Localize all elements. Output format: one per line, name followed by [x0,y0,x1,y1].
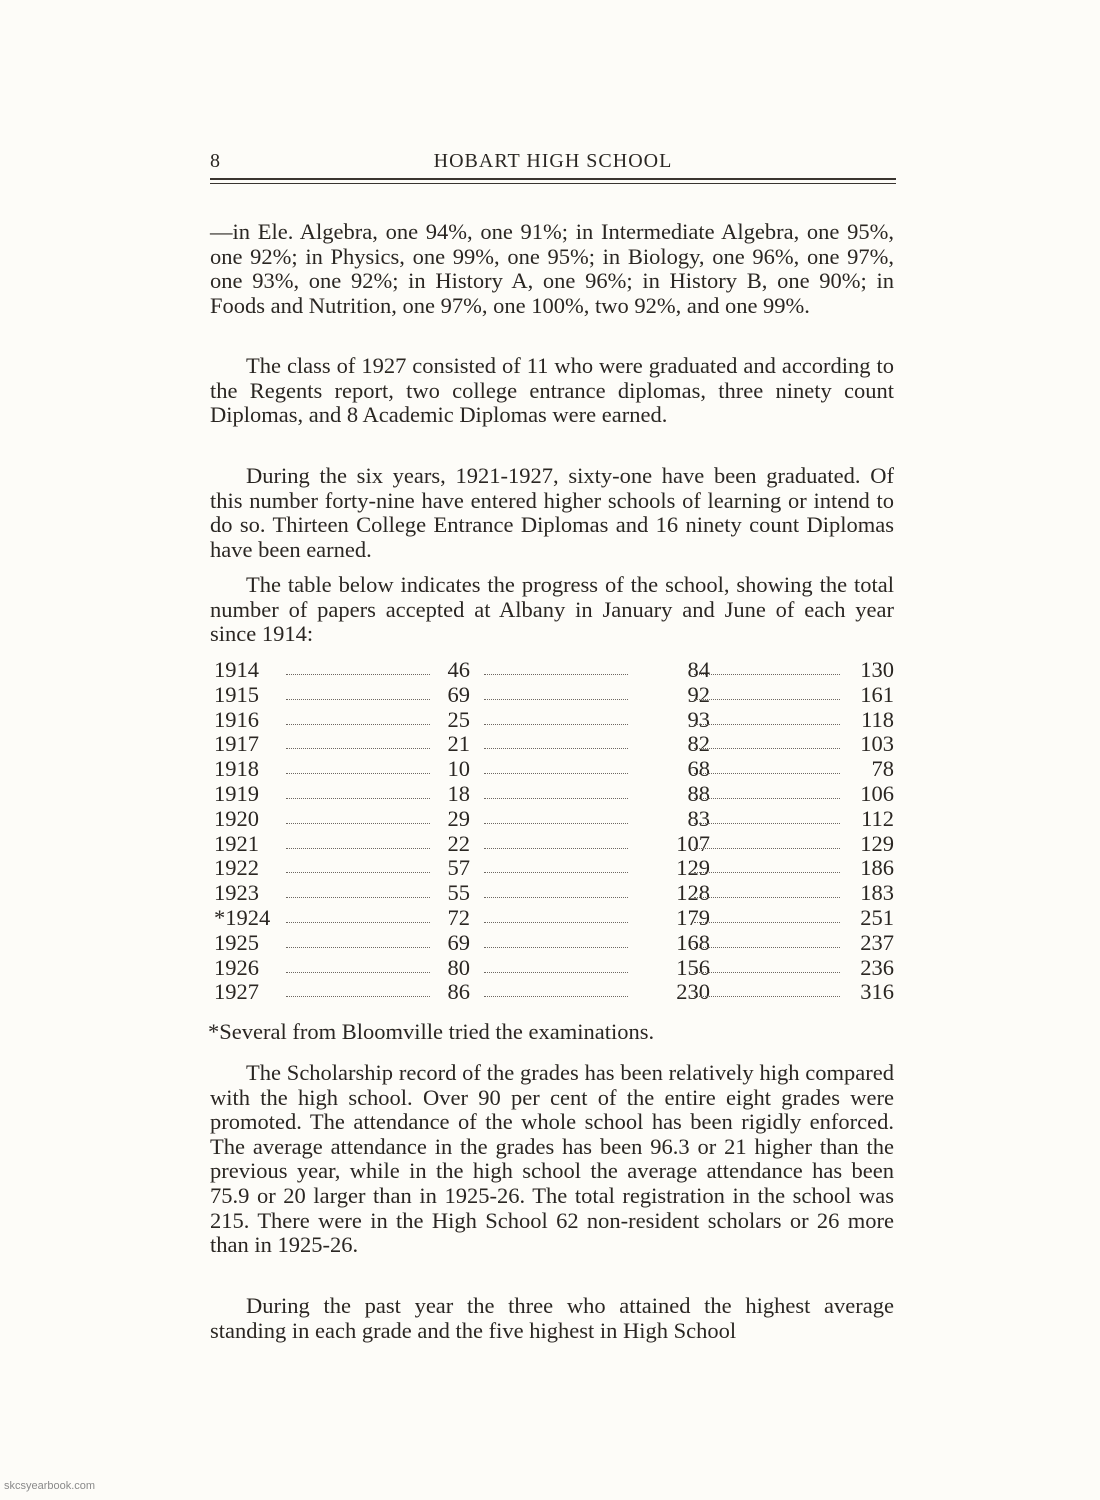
value-cell: 78 [871,756,894,782]
paragraph-six-years: During the six years, 1921-1927, sixty-one have been graduated. Of this number forty-nine have entered higher schools of learning or intend to do so. Thirteen College Entrance Diplomas and 16 ninety count Diplomas have been earned. [210,463,894,562]
footnote: *Several from Bloomville tried the examinations. [208,1019,655,1044]
value-cell: 46 [447,657,470,682]
year-cell: 1926 [214,954,259,980]
table-row [214,832,894,857]
value-cell: 55 [447,880,470,906]
value-cell: 68 [687,756,710,782]
value-cell: 106 [860,780,894,806]
value-cell: 128 [676,880,710,906]
header-title: HOBART HIGH SCHOOL [433,150,673,172]
leader-dots [286,724,430,725]
year-cell: 1923 [214,880,259,906]
leader-dots [484,724,628,725]
leader-dots [286,996,430,997]
leader-dots [484,897,628,898]
year-cell: 1919 [214,780,259,806]
year-cell: 1918 [214,756,259,782]
value-cell: 80 [447,954,470,980]
value-cell: 83 [687,805,710,831]
value-cell: 92 [687,681,710,707]
value-cell: 112 [861,805,894,831]
leader-dots [484,773,628,774]
value-cell: 57 [447,855,470,881]
table-row [214,980,894,1005]
value-cell: 82 [687,731,710,757]
value-cell: 88 [687,780,710,806]
value-cell: 18 [447,780,470,806]
table-row [214,782,894,807]
value-cell: 69 [447,681,470,707]
value-cell: 230 [676,979,710,1005]
leader-dots [286,798,430,799]
year-cell: 1917 [214,731,259,757]
leader-dots [286,947,430,948]
year-cell: 1922 [214,855,259,881]
leader-dots [484,872,628,873]
leader-dots [484,996,628,997]
leader-dots [286,699,430,700]
table-row [214,931,894,956]
leader-dots [286,872,430,873]
table-row [214,881,894,906]
value-cell: 316 [860,979,894,1005]
paragraph-grades-continued: —in Ele. Algebra, one 94%, one 91%; in Intermediate Algebra, one 95%, one 92%; in Physics, one 99%, one 95%; in Biology, one 96%, one 97%, one 93%, one 92%; in History A, one 96%; in History B, one 90%; in Foods and Nutrition, one 97%, one 100%, two 92%, and one 99%. [210,219,894,318]
leader-dots [286,848,430,849]
leader-dots [484,674,628,675]
paragraph-scholarship-record: The Scholarship record of the grades has been relatively high compared with the high school. Over 90 per cent of the entire eight grades were promoted. The attendance of the whole school has been rigidly enforced. The average attendance in the grades has been 96.3 or 21 higher than the previous year, while in the high school the average attendance has been 75.9 or 20 larger than in 1925-26. The total registration in the school was 215. There were in the High School 62 non-resident scholars or 26 more than in 1925-26. [210,1060,894,1258]
value-cell: 29 [447,805,470,831]
leader-dots [286,972,430,973]
value-cell: 22 [447,830,470,856]
table-row [214,757,894,782]
value-cell: 69 [447,929,470,955]
table-row [214,732,894,757]
leader-dots [484,699,628,700]
value-cell: 103 [860,731,894,757]
header-rule-thin [210,183,896,184]
leader-dots [286,748,430,749]
leader-dots [484,848,628,849]
leader-dots [286,922,430,923]
value-cell: 129 [676,855,710,881]
year-cell: 1916 [214,706,259,732]
value-cell: 25 [447,706,470,732]
paragraph-table-intro: The table below indicates the progress of the school, showing the total number of papers accepted at Albany in January and June of each year since 1914: [210,572,894,647]
table-row [214,658,894,683]
value-cell: 130 [860,657,894,682]
value-cell: 93 [687,706,710,732]
value-cell: 84 [687,657,710,682]
year-cell: 1925 [214,929,259,955]
value-cell: 236 [860,954,894,980]
paragraph-highest-standing: During the past year the three who attained the highest average standing in each grade and the five highest in High School [210,1293,894,1343]
leader-dots [484,947,628,948]
papers-accepted-table [214,658,894,1005]
leader-dots [484,748,628,749]
table-row [214,856,894,881]
leader-dots [484,972,628,973]
value-cell: 186 [860,855,894,881]
header-rule-thick [210,178,896,180]
table-row [214,807,894,832]
table-row [214,906,894,931]
running-head [210,150,896,178]
leader-dots [484,798,628,799]
value-cell: 179 [676,904,710,930]
value-cell: 129 [860,830,894,856]
table-row [214,683,894,708]
value-cell: 10 [447,756,470,782]
paragraph-class-of-1927: The class of 1927 consisted of 11 who were graduated and according to the Regents report, two college entrance diplomas, three ninety count Diplomas, and 8 Academic Diplomas were earned. [210,353,894,428]
year-cell: 1927 [214,979,259,1005]
value-cell: 161 [860,681,894,707]
table-row [214,956,894,981]
leader-dots [286,773,430,774]
value-cell: 107 [676,830,710,856]
value-cell: 183 [860,880,894,906]
value-cell: 237 [860,929,894,955]
leader-dots [484,922,628,923]
table-row [214,708,894,733]
value-cell: 21 [447,731,470,757]
value-cell: 156 [676,954,710,980]
value-cell: 118 [861,706,894,732]
value-cell: 86 [447,979,470,1005]
leader-dots [286,674,430,675]
year-cell: 1920 [214,805,259,831]
value-cell: 168 [676,929,710,955]
leader-dots [484,823,628,824]
watermark: skcsyearbook.com [4,1480,96,1492]
year-cell: 1921 [214,830,259,856]
leader-dots [286,897,430,898]
value-cell: 251 [860,904,894,930]
value-cell: 72 [447,904,470,930]
year-cell: 1915 [214,681,259,707]
page-number: 8 [210,150,221,172]
leader-dots [286,823,430,824]
year-cell: 1914 [214,657,259,682]
year-cell: *1924 [214,904,271,930]
